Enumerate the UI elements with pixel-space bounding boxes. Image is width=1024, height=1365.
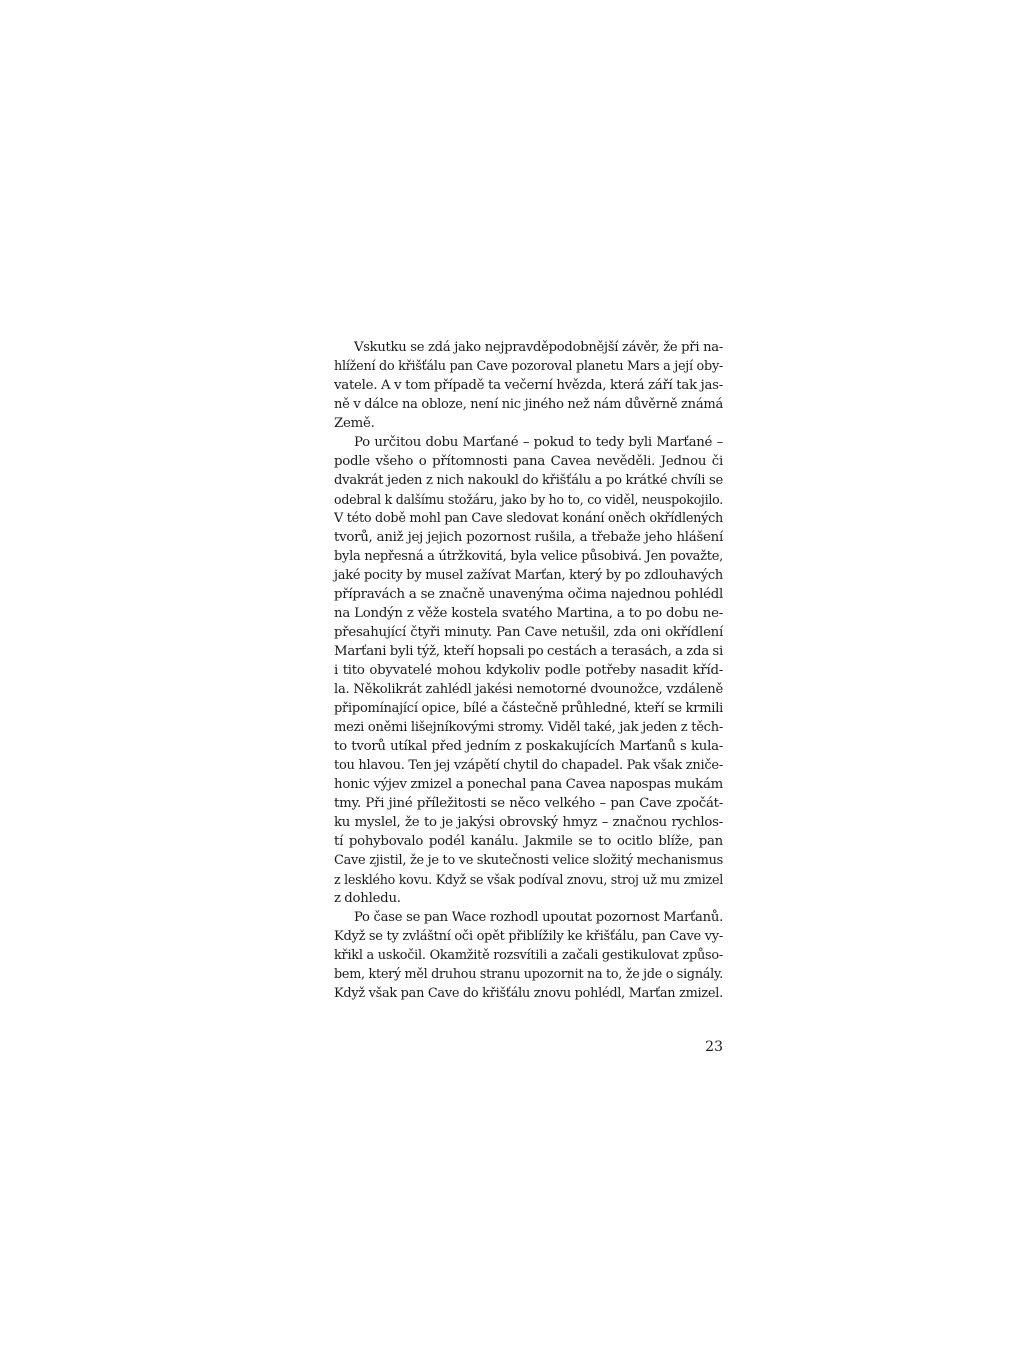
text-line: vatele. A v tom případě ta večerní hvězda, která září tak jas-	[334, 378, 723, 393]
text-line: jaké pocity by musel zažívat Marťan, který by po zdlouhavých	[334, 568, 723, 583]
text-line: Po určitou dobu Marťané – pokud to tedy byli Marťané –	[354, 435, 723, 450]
text-line: mezi oněmi lišejníkovými stromy. Viděl také, jak jeden z těch-	[334, 720, 723, 735]
text-line: tou hlavou. Ten jej vzápětí chytil do chapadel. Pak však zniče-	[334, 758, 723, 773]
text-line: podle všeho o přítomnosti pana Cavea nevěděli. Jednou či	[334, 454, 723, 469]
text-line: byla nepřesná a útržkovitá, byla velice působivá. Jen považte,	[334, 549, 723, 564]
text-line: hlížení do křišťálu pan Cave pozoroval planetu Mars a její oby-	[334, 359, 723, 374]
text-line: tvorů, aniž jej jejich pozornost rušila, a třebaže jeho hlášení	[334, 530, 723, 545]
body-text	[334, 338, 723, 1003]
text-line: Cave zjistil, že je to ve skutečnosti velice složitý mechanismus	[334, 853, 723, 868]
text-line: i tito obyvatelé mohou kdykoliv podle potřeby nasadit kříd-	[334, 663, 723, 678]
paragraph-3	[334, 908, 723, 1003]
text-line: Po čase se pan Wace rozhodl upoutat pozornost Marťanů.	[354, 910, 723, 925]
text-line: Když se ty zvláštní oči opět přiblížily ke křišťálu, pan Cave vy-	[334, 929, 723, 944]
text-line: z lesklého kovu. Když se však podíval znovu, stroj už mu zmizel	[334, 872, 723, 887]
text-line: křikl a uskočil. Okamžitě rozsvítili a začali gestikulovat způso-	[334, 948, 723, 963]
text-line: odebral k dalšímu stožáru, jako by ho to, co viděl, neuspokojilo.	[334, 492, 723, 507]
text-line: na Londýn z věže kostela svatého Martina, a to po dobu ne-	[334, 606, 723, 621]
paragraph-1	[334, 338, 723, 433]
text-line: ně v dálce na obloze, není nic jiného než nám důvěrně známá	[334, 397, 723, 412]
text-line: z dohledu.	[334, 891, 401, 906]
text-line: ku myslel, že to je jakýsi obrovský hmyz – značnou rychlos-	[334, 815, 723, 830]
text-line: tí pohybovalo podél kanálu. Jakmile se to ocitlo blíže, pan	[334, 834, 723, 849]
text-line: Vskutku se zdá jako nejpravděpodobnější závěr, že při na-	[354, 340, 723, 355]
text-line: to tvorů utíkal před jedním z poskakujících Marťanů s kula-	[334, 739, 723, 754]
text-line: Země.	[334, 416, 375, 431]
text-line: Když však pan Cave do křišťálu znovu pohlédl, Marťan zmizel.	[334, 986, 723, 1001]
text-line: tmy. Při jiné příležitosti se něco velkého – pan Cave zpočát-	[334, 796, 723, 811]
text-line: dvakrát jeden z nich nakoukl do křišťálu a po krátké chvíli se	[334, 473, 723, 488]
text-line: V této době mohl pan Cave sledovat konání oněch okřídlených	[334, 511, 723, 526]
page-number: 23	[705, 1039, 723, 1055]
text-line: la. Několikrát zahlédl jakési nemotorné dvounožce, vzdáleně	[334, 682, 723, 697]
text-line: bem, který měl druhou stranu upozornit na to, že jde o signály.	[334, 967, 723, 982]
text-line: přípravách a se značně unavenýma očima najednou pohlédl	[334, 587, 723, 602]
text-line: připomínající opice, bílé a částečně průhledné, kteří se krmili	[334, 701, 723, 716]
paragraph-2	[334, 433, 723, 908]
text-line: honic výjev zmizel a ponechal pana Cavea napospas mukám	[334, 777, 723, 792]
text-line: Marťani byli týž, kteří hopsali po cestách a terasách, a zda si	[334, 644, 723, 659]
text-line: přesahující čtyři minuty. Pan Cave netušil, zda oni okřídlení	[334, 625, 723, 640]
